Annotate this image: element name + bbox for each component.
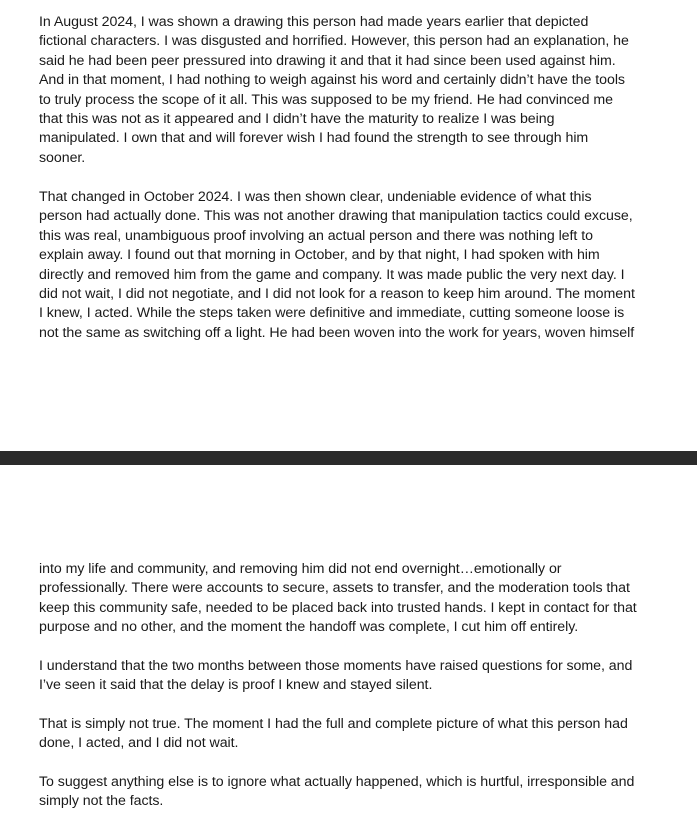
text-line: purpose and no other, and the moment the handoff was complete, I cut him off entirely.	[39, 619, 579, 636]
text-line: directly and removed him from the game and company. It was made public the very next day. I	[39, 266, 625, 283]
text-line: explain away. I found out that morning in October, and by that night, I had spoken with him	[39, 247, 600, 264]
text-line: to truly process the scope of it all. This was supposed to be my friend. He had convinced me	[39, 91, 613, 108]
text-line: That is simply not true. The moment I had the full and complete picture of what this person had	[39, 716, 628, 732]
paragraph-october-2024	[39, 188, 664, 343]
text-line: That changed in October 2024. I was then shown clear, undeniable evidence of what this	[39, 189, 592, 205]
text-line: I knew, I acted. While the steps taken were definitive and immediate, cutting someone loose is	[39, 305, 625, 322]
text-line: In August 2024, I was shown a drawing this person had made years earlier that depicted	[39, 14, 589, 30]
text-line: keep this community safe, needed to be placed back into trusted hands. I kept in contact for that	[39, 599, 637, 616]
text-line: this was real, unambiguous proof involving an actual person and there was nothing left to	[39, 227, 593, 244]
paragraph-august-2024	[39, 13, 664, 168]
paragraph-continuation	[39, 560, 664, 638]
paragraph-two-months	[39, 657, 664, 696]
text-line: I’ve seen it said that the delay is proof I knew and stayed silent.	[39, 677, 433, 694]
text-line: I understand that the two months between those moments have raised questions for some, and	[39, 658, 633, 674]
text-line: simply not the facts.	[39, 793, 164, 810]
text-line: And in that moment, I had nothing to weigh against his word and certainly didn’t have the tools	[39, 72, 625, 89]
text-line: To suggest anything else is to ignore what actually happened, which is hurtful, irresponsible and	[39, 774, 635, 790]
document-page-bottom	[0, 465, 697, 824]
text-line: person had actually done. This was not another drawing that manipulation tactics could excuse,	[39, 208, 633, 225]
paragraph-conclusion	[39, 773, 664, 812]
page-divider	[0, 451, 697, 465]
text-line: that this was not as it appeared and I didn’t have the maturity to realize I was being	[39, 111, 555, 128]
text-line: said he had been peer pressured into drawing it and that it had since been used against him.	[39, 52, 616, 69]
text-line: manipulated. I own that and will forever wish I had found the strength to see through him	[39, 130, 589, 147]
text-line: did not wait, I did not negotiate, and I did not look for a reason to keep him around. The moment	[39, 286, 635, 303]
text-line: done, I acted, and I did not wait.	[39, 735, 239, 752]
text-line: into my life and community, and removing him did not end overnight…emotionally or	[39, 561, 562, 577]
text-line: professionally. There were accounts to secure, assets to transfer, and the moderation tools that	[39, 580, 630, 597]
text-line: sooner.	[39, 149, 86, 166]
text-line: fictional characters. I was disgusted and horrified. However, this person had an explanation, he	[39, 33, 629, 50]
text-line: not the same as switching off a light. He had been woven into the work for years, woven himself	[39, 324, 635, 341]
paragraph-not-true	[39, 715, 664, 754]
